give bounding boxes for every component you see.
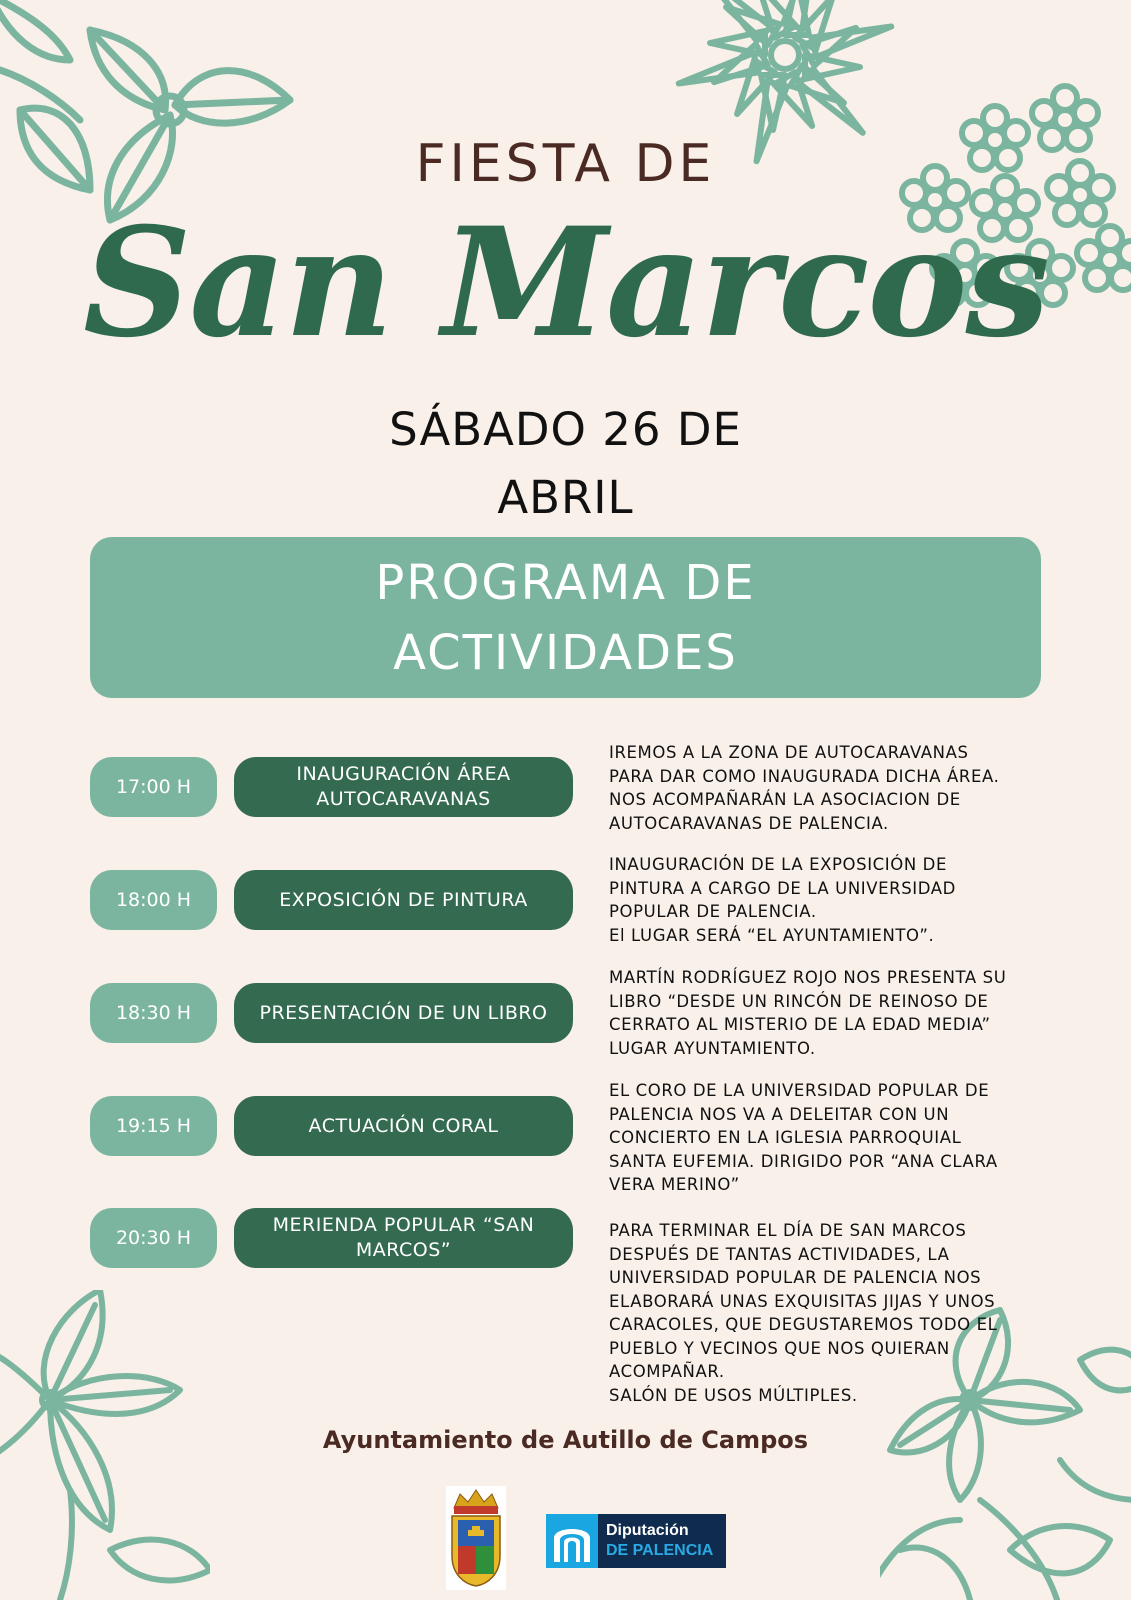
description-line: UNIVERSIDAD POPULAR DE PALENCIA NOS	[609, 1268, 982, 1287]
banner-line-2: ACTIVIDADES	[393, 624, 738, 681]
activity-line-1: EXPOSICIÓN DE PINTURA	[279, 888, 528, 911]
activity-pill	[234, 1096, 573, 1156]
activity-line-1: INAUGURACIÓN ÁREA	[296, 763, 511, 785]
description-line: LIBRO “DESDE UN RINCÓN DE REINOSO DE	[609, 991, 989, 1011]
description-line: ELABORARÁ UNAS EXQUISITAS JIJAS Y UNOS	[609, 1291, 996, 1311]
description-line: SANTA EUFEMIA. DIRIGIDO POR “ANA CLARA	[609, 1151, 998, 1171]
date-line-1: SÁBADO 26 DE	[389, 403, 742, 456]
page-title: San Marcos	[83, 195, 1048, 371]
activity-pill	[234, 1208, 573, 1268]
description-line: EL CORO DE LA UNIVERSIDAD POPULAR DE	[609, 1081, 990, 1100]
activity-description	[609, 853, 1049, 947]
description-line: El LUGAR SERÁ “EL AYUNTAMIENTO”.	[609, 925, 935, 945]
time-pill: 18:00 H	[90, 870, 217, 930]
description-line: MARTÍN RODRÍGUEZ ROJO NOS PRESENTA SU	[609, 968, 1007, 987]
description-line: AUTOCARAVANAS DE PALENCIA.	[609, 813, 889, 833]
description-line: SALÓN DE USOS MÚLTIPLES.	[609, 1385, 858, 1405]
time-pill: 20:30 H	[90, 1208, 217, 1268]
description-line: CONCIERTO EN LA IGLESIA PARROQUIAL	[609, 1128, 962, 1147]
description-line: ACOMPAÑAR.	[609, 1362, 725, 1381]
title-top: FIESTA DE	[415, 134, 716, 194]
activity-description	[609, 741, 1049, 835]
description-line: PUEBLO Y VECINOS QUE NOS QUIERAN	[609, 1338, 950, 1358]
diputacion-line-2: DE PALENCIA	[606, 1542, 714, 1559]
activity-description	[609, 1079, 1049, 1197]
description-line: NOS ACOMPAÑARÁN LA ASOCIACION DE	[609, 790, 961, 809]
diputacion-mark	[546, 1514, 598, 1568]
description-line: PARA TERMINAR EL DÍA DE SAN MARCOS	[609, 1221, 967, 1240]
activity-pill	[234, 757, 573, 817]
coat-of-arms-icon	[446, 1486, 506, 1590]
time-pill: 19:15 H	[90, 1096, 217, 1156]
description-line: LUGAR AYUNTAMIENTO.	[609, 1038, 816, 1058]
description-line: PINTURA A CARGO DE LA UNIVERSIDAD	[609, 878, 956, 898]
activity-line-2: AUTOCARAVANAS	[316, 788, 491, 810]
activity-line-1: PRESENTACIÓN DE UN LIBRO	[259, 1001, 548, 1024]
event-date	[330, 396, 801, 532]
description-line: VERA MERINO”	[609, 1175, 740, 1194]
diputacion-line-1: Diputación	[606, 1522, 689, 1539]
activity-pill	[234, 870, 573, 930]
activity-pill	[234, 983, 573, 1043]
program-banner	[90, 537, 1041, 698]
description-line: INAUGURACIÓN DE LA EXPOSICIÓN DE	[609, 855, 947, 874]
time-pill: 17:00 H	[90, 757, 217, 817]
banner-line-1: PROGRAMA DE	[375, 554, 756, 611]
description-line: CARACOLES, QUE DEGUSTAREMOS TODO EL	[609, 1315, 998, 1334]
activity-description	[609, 1219, 1049, 1407]
organizer-name: Ayuntamiento de Autillo de Campos	[322, 1426, 809, 1454]
description-line: DESPUÉS DE TANTAS ACTIVIDADES, LA	[609, 1244, 950, 1264]
description-line: POPULAR DE PALENCIA.	[609, 902, 817, 921]
description-line: PARA DAR COMO INAUGURADA DICHA ÁREA.	[609, 766, 1000, 786]
description-line: CERRATO AL MISTERIO DE LA EDAD MEDIA”	[609, 1015, 991, 1034]
activity-line-2: MARCOS”	[355, 1239, 452, 1261]
activity-description	[609, 966, 1049, 1060]
activity-line-1: ACTUACIÓN CORAL	[308, 1114, 499, 1137]
date-line-2: ABRIL	[497, 471, 634, 524]
activity-line-1: MERIENDA POPULAR “SAN	[272, 1214, 535, 1236]
diputacion-logo-icon	[546, 1514, 726, 1568]
time-pill: 18:30 H	[90, 983, 217, 1043]
description-line: IREMOS A LA ZONA DE AUTOCARAVANAS	[609, 743, 969, 762]
description-line: PALENCIA NOS VA A DELEITAR CON UN	[609, 1104, 950, 1124]
